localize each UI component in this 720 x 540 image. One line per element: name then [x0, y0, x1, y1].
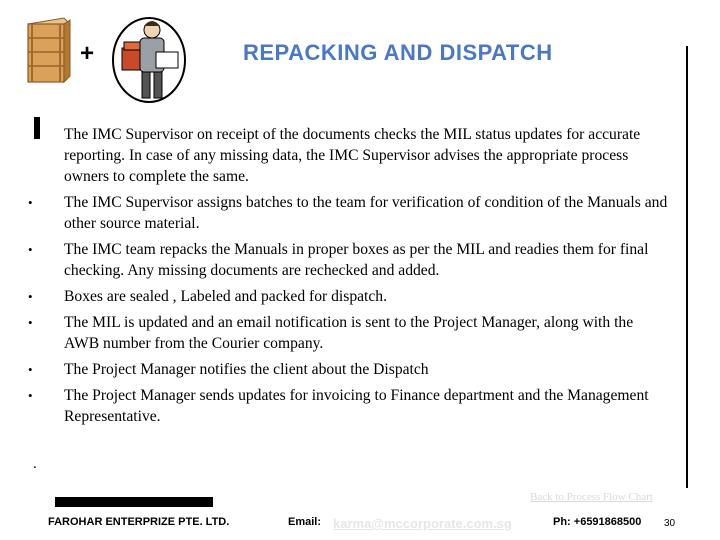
bullet-item — [28, 359, 668, 380]
bullet-text: The IMC Supervisor assigns batches to the team for verification of condition of the Manuals and other source material. — [64, 194, 668, 232]
bullet-text: Boxes are sealed , Labeled and packed for dispatch. — [64, 288, 387, 305]
clerk-clipart-icon — [110, 12, 188, 104]
slide-title: REPACKING AND DISPATCH — [243, 40, 553, 65]
bullet-list — [28, 124, 668, 432]
bullet-marker: • — [28, 362, 33, 377]
bullet-text: The MIL is updated and an email notification is sent to the Project Manager, along with the AWB number from the Courier company. — [64, 314, 634, 352]
plus-sign: + — [80, 40, 95, 67]
footer-phone: Ph: +6591868500 — [553, 516, 642, 528]
bullet-marker: • — [28, 242, 33, 257]
bullet-item — [28, 192, 668, 234]
vertical-rule — [686, 46, 688, 488]
footer-email-label: Email: — [288, 516, 322, 528]
header-icons — [22, 12, 192, 107]
bullet-text: The Project Manager notifies the client about the Dispatch — [64, 361, 429, 378]
page-number: 30 — [664, 518, 676, 529]
footer-company: FAROHAR ENTERPRIZE PTE. LTD. — [48, 516, 230, 528]
footer — [48, 516, 714, 534]
bullet-text: The Project Manager sends updates for invoicing to Finance department and the Management Representative. — [64, 387, 649, 425]
bullet-item — [28, 239, 668, 281]
bullet-item — [28, 286, 668, 307]
bullet-item — [28, 312, 668, 354]
bullet-text: The IMC team repacks the Manuals in proper boxes as per the MIL and readies them for final checking. Any missing documents are rechecked and added. — [64, 241, 649, 279]
bullet-text: The IMC Supervisor on receipt of the documents checks the MIL status updates for accurate reporting. In case of any missing data, the IMC Supervisor advises the appropriate process owners to complete the same. — [64, 126, 641, 185]
bullet-marker: • — [28, 388, 33, 403]
back-to-flow-chart-link[interactable]: Back to Process Flow Chart — [530, 491, 653, 503]
bullet-item — [28, 385, 668, 427]
bullet-marker: • — [28, 315, 33, 330]
wooden-crate-icon — [22, 14, 72, 84]
bottom-accent-bar — [55, 497, 213, 507]
trailing-marker: . — [33, 456, 37, 472]
bullet-item — [28, 124, 668, 187]
footer-email-link[interactable]: karma@mccorporate.com.sg — [333, 516, 512, 531]
bullet-marker: • — [28, 289, 33, 304]
bullet-marker: • — [28, 195, 33, 210]
